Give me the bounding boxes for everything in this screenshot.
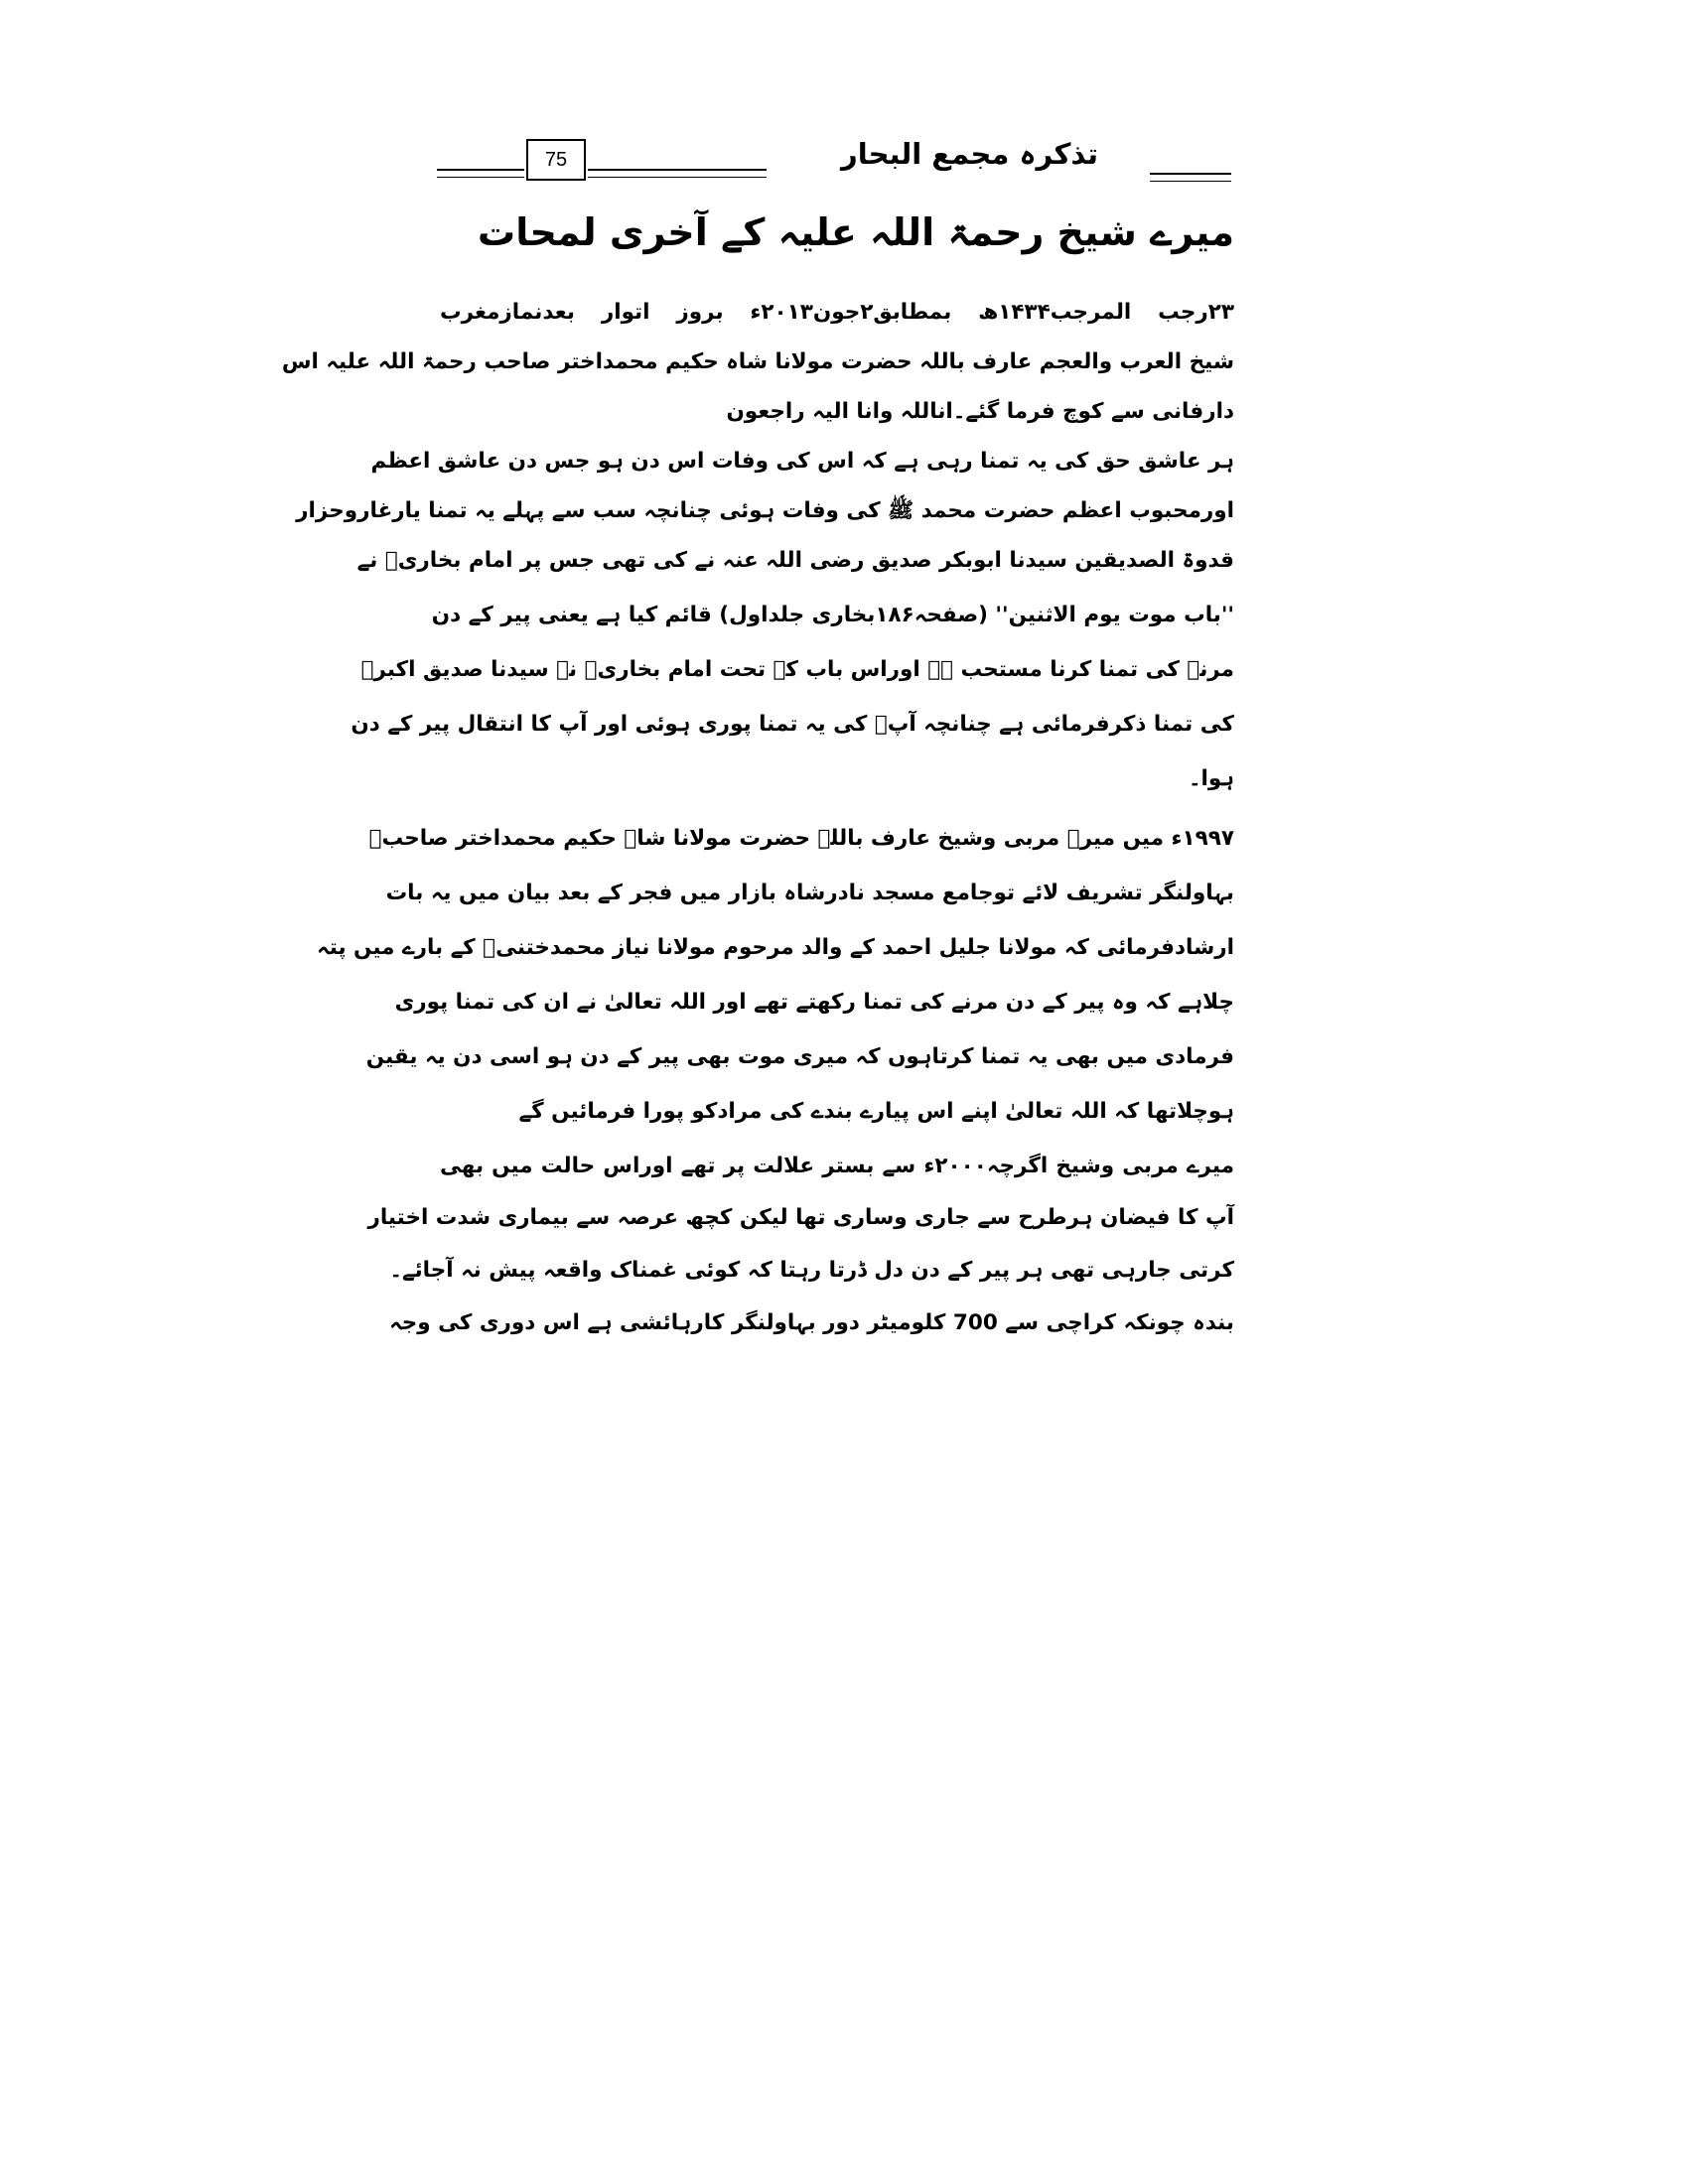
header-rule-middle-thin — [588, 177, 767, 178]
header-rule-middle — [588, 169, 767, 171]
chapter-heading: میرے شیخ رحمۃ اللہ علیہ کے آخری لمحات — [478, 210, 1234, 254]
paragraph-4-line-1: میرے مربی وشیخ اگرچہ۲۰۰۰ء سے بستر علالت پر تھے اوراس حالت میں بھی — [440, 1154, 1235, 1178]
header-rule-right-thin — [1150, 181, 1231, 182]
paragraph-2-line-3: قدوۃ الصدیقین سیدنا ابوبکر صدیق رضی اللہ عنہ نے کی تھی جس پر امام بخاریؒ نے — [356, 548, 1234, 573]
paragraph-2-line-2: اورمحبوب اعظم حضرت محمد ﷺ کی وفات ہوئی چنانچہ سب سے پہلے یہ تمنا یارغاروحزار — [296, 498, 1234, 523]
paragraph-2-line-7: ہوا۔ — [1188, 766, 1234, 791]
paragraph-2-line-5: مرنے کی تمنا کرنا مستحب ہے اوراس باب کے تحت امام بخاریؒ نے سیدنا صدیق اکبرؓ — [360, 657, 1234, 682]
paragraph-3-line-1: ۱۹۹۷ء میں میرے مربی وشیخ عارف باللہ حضرت مولانا شاہ حکیم محمداختر صاحبؒ — [368, 826, 1234, 851]
paragraph-4-line-3: کرتی جارہی تھی ہر پیر کے دن دل ڈرتا رہتا کہ کوئی غمناک واقعہ پیش نہ آجائے۔ — [389, 1258, 1234, 1283]
paragraph-1-line-3: دارفانی سے کوچ فرما گئے۔اناللہ وانا الیہ راجعون — [726, 399, 1234, 424]
paragraph-3-line-2: بہاولنگر تشریف لائے توجامع مسجد نادرشاہ بازار میں فجر کے بعد بیان میں یہ بات — [385, 881, 1234, 905]
paragraph-1-line-1: ۲۳رجب المرجب۱۴۳۴ھ بمطابق۲جون۲۰۱۳ء بروز اتوار بعدنمازمغرب — [440, 300, 1235, 325]
header-rule-left — [437, 169, 524, 171]
paragraph-2-line-6: کی تمنا ذکرفرمائی ہے چنانچہ آپؓ کی یہ تمنا پوری ہوئی اور آپ کا انتقال پیر کے دن — [351, 712, 1234, 737]
paragraph-3-line-5: فرمادی میں بھی یہ تمنا کرتاہوں کہ میری موت بھی پیر کے دن ہو اسی دن یہ یقین — [365, 1044, 1234, 1069]
paragraph-4-line-4: بندہ چونکہ کراچی سے 700 کلومیٹر دور بہاولنگر کارہائشی ہے اس دوری کی وجہ — [389, 1310, 1234, 1335]
paragraph-2-line-4: ''باب موت یوم الاثنین'' (صفحہ۱۸۶بخاری جلداول) قائم کیا ہے یعنی پیر کے دن — [431, 603, 1234, 627]
paragraph-4-line-2: آپ کا فیضان ہرطرح سے جاری وساری تھا لیکن کچھ عرصہ سے بیماری شدت اختیار — [367, 1205, 1234, 1230]
page-number: 75 — [526, 139, 586, 181]
paragraph-1-line-2: شیخ العرب والعجم عارف باللہ حضرت مولانا شاہ حکیم محمداختر صاحب رحمۃ اللہ علیہ اس — [281, 349, 1234, 374]
paragraph-3-line-3: ارشادفرمائی کہ مولانا جلیل احمد کے والد مرحوم مولانا نیاز محمدختنیؒ کے بارے میں پتہ — [317, 935, 1234, 960]
running-title: تذکرہ مجمع البحار — [841, 137, 1098, 171]
paragraph-3-line-4: چلاہے کہ وہ پیر کے دن مرنے کی تمنا رکھتے تھے اور اللہ تعالیٰ نے ان کی تمنا پوری — [394, 990, 1234, 1015]
header-rule-left-thin — [437, 177, 524, 178]
paragraph-2-line-1: ہر عاشق حق کی یہ تمنا رہی ہے کہ اس کی وفات اس دن ہو جس دن عاشق اعظم — [370, 449, 1234, 474]
header-rule-right — [1150, 173, 1231, 175]
page-header — [437, 139, 1231, 189]
paragraph-3-line-6: ہوچلاتھا کہ اللہ تعالیٰ اپنے اس پیارے بندے کی مرادکو پورا فرمائیں گے — [518, 1099, 1234, 1124]
